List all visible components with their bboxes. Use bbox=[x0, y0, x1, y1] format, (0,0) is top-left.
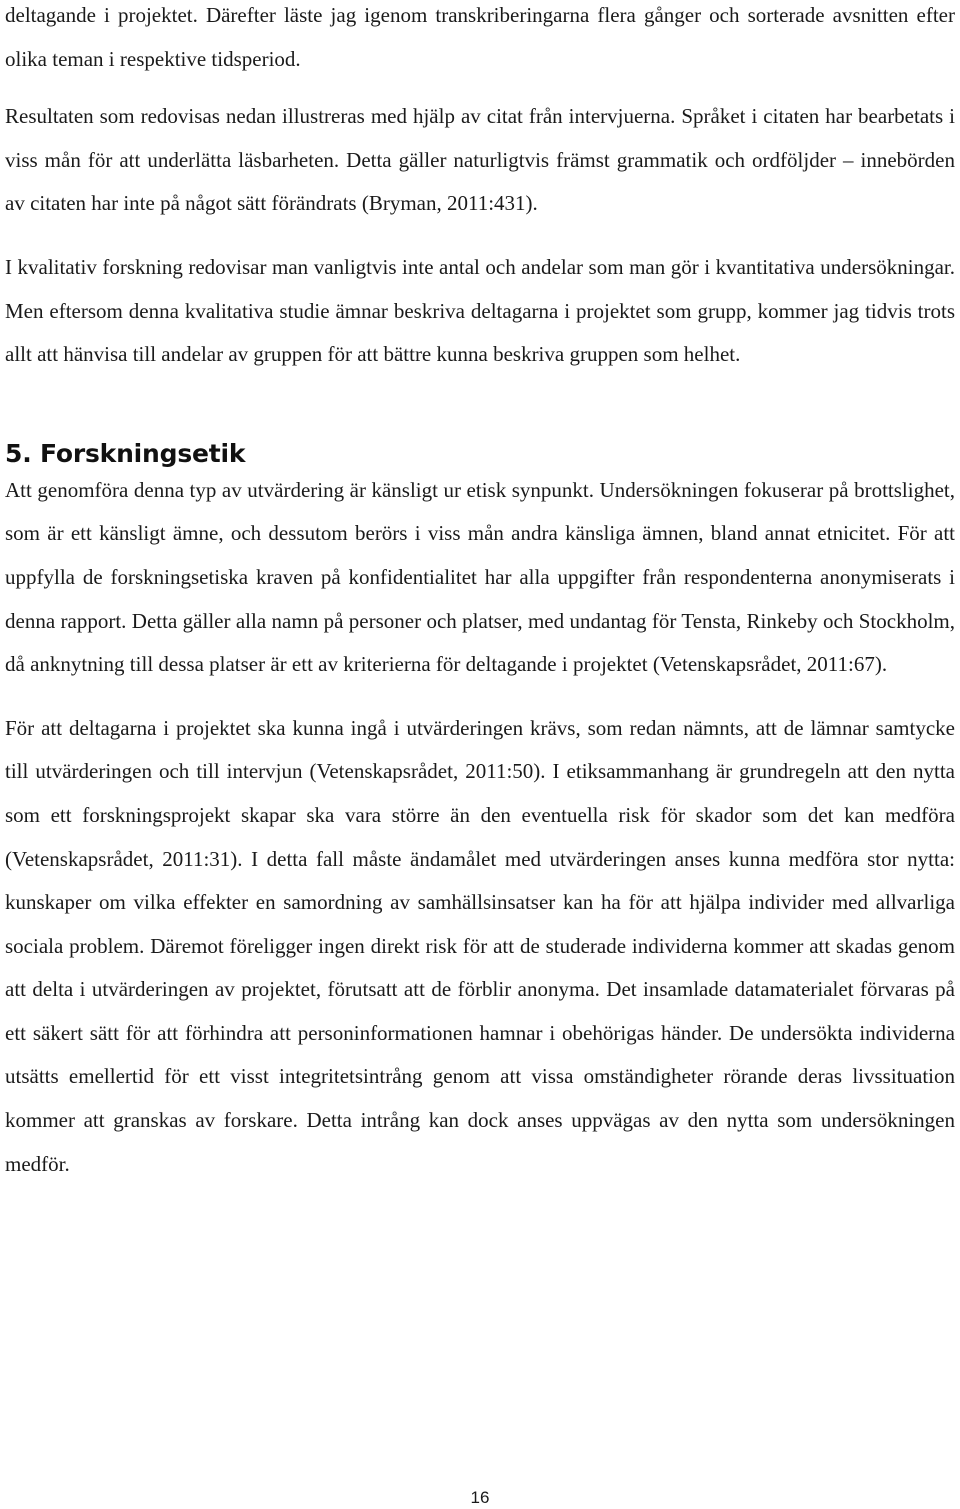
section-heading: 5. Forskningsetik bbox=[5, 438, 246, 468]
body-paragraph: I kvalitativ forskning redovisar man vanligtvis inte antal och andelar som man gör i kvantitativa undersökningar. Men eftersom denna kvalitativa studie ämnar beskriva deltagarna i projektet som grupp, kommer jag tidvis trots allt att hänvisa till andelar av gruppen för att bättre kunna beskriva gruppen som helhet. bbox=[5, 254, 955, 367]
body-paragraph: För att deltagarna i projektet ska kunna ingå i utvärderingen krävs, som redan nämnts, att de lämnar samtycke till utvärderingen och till intervjun (Vetenskapsrådet, 2011:50). I etiksammanhang är grundregeln att den nytta som ett forskningsprojekt skapar ska vara större än den eventuella risk för skador som det kan medföra (Vetenskapsrådet, 2011:31). I detta fall måste ändamålet med utvärderingen anses kunna medföra stor nytta: kunskaper om vilka effekter en samordning av samhällsinsatser kan ha för att hjälpa individer med allvarliga sociala problem. Däremot föreligger ingen direkt risk för att de studerade individerna kommer att skadas genom att delta i utvärderingen av projektet, förutsatt att de förblir anonyma. Det insamlade datamaterialet förvaras på ett säkert sätt för att förhindra att personinformationen hamnar i obehörigas händer. De undersökta individerna utsätts emellertid för ett visst integritetsintrång genom att vissa omständigheter rörande deras livssituation kommer att granskas av forskare. Detta intrång kan dock anses uppvägas av den nytta som undersökningen medför. bbox=[5, 715, 955, 1176]
body-paragraph: Att genomföra denna typ av utvärdering är känsligt ur etisk synpunkt. Undersökningen fokuserar på brottslighet, som är ett känsligt ämne, och dessutom berörs i viss mån andra känsliga ämnen, bland annat etnicitet. För att uppfylla de forskningsetiska kraven på konfidentialitet har alla uppgifter från respondenterna anonymiserats i denna rapport. Detta gäller alla namn på personer och platser, med undantag för Tensta, Rinkeby och Stockholm, då anknytning till dessa platser är ett av kriterierna för deltagande i projektet (Vetenskapsrådet, 2011:67). bbox=[5, 477, 955, 677]
page-number: 16 bbox=[470, 1488, 490, 1507]
body-paragraph: Resultaten som redovisas nedan illustreras med hjälp av citat från intervjuerna. Språket i citaten har bearbetats i viss mån för att underlätta läsbarheten. Detta gäller naturligtvis främst grammatik och ordföljder – innebörden av citaten har inte på något sätt förändrats (Bryman, 2011:431). bbox=[5, 104, 955, 216]
body-paragraph: deltagande i projektet. Därefter läste jag igenom transkriberingarna flera gånger och sorterade avsnitten efter olika teman i respektive tidsperiod. bbox=[5, 3, 955, 71]
document-page bbox=[5, 0, 955, 1186]
